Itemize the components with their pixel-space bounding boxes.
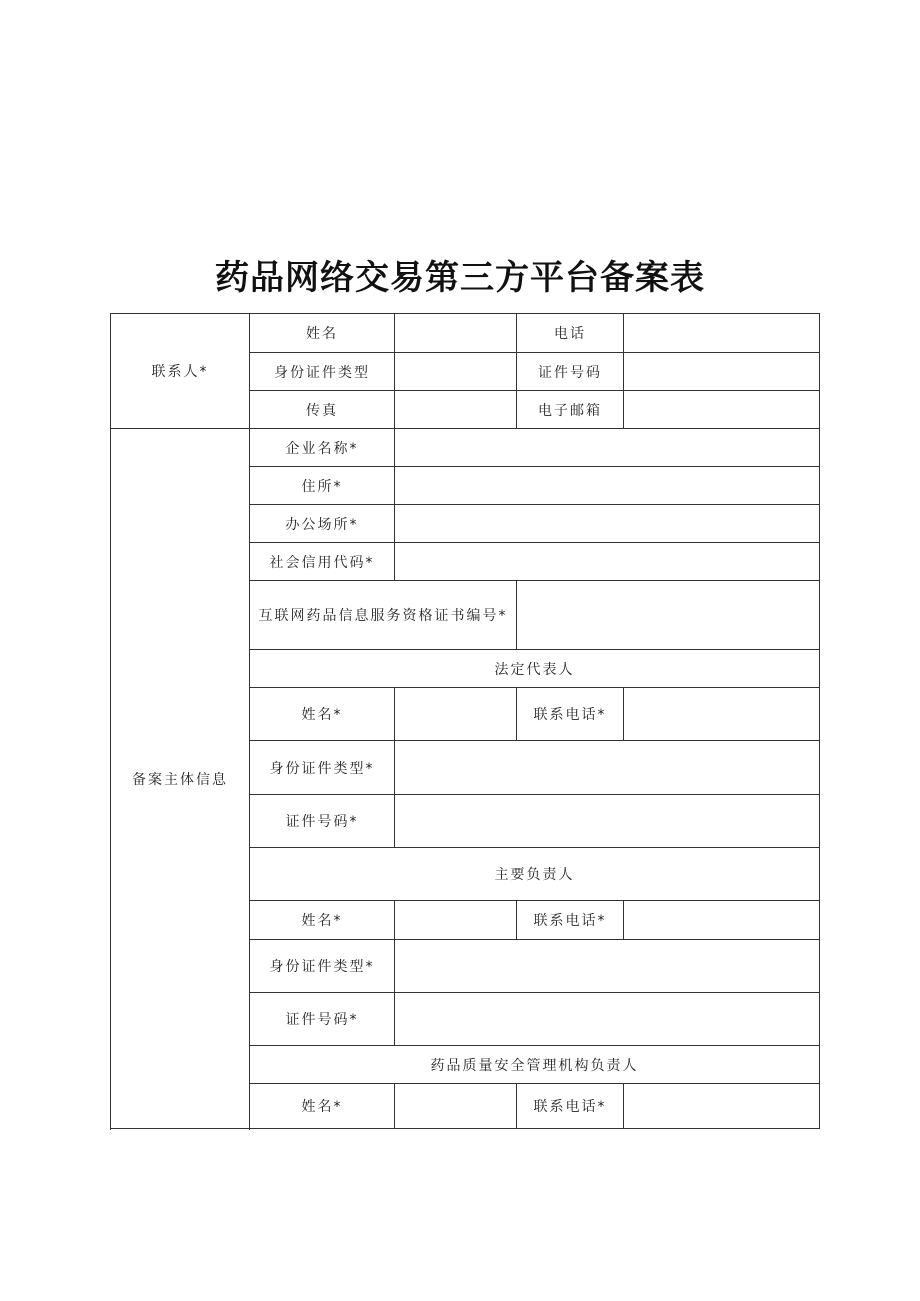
quality-manager-phone-field[interactable]: [624, 1084, 820, 1129]
quality-manager-name-field[interactable]: [395, 1084, 517, 1129]
company-name-label: 企业名称*: [250, 429, 395, 467]
company-name-field[interactable]: [395, 429, 820, 467]
entity-row-company: [111, 429, 820, 467]
quality-manager-phone-label: 联系电话*: [517, 1084, 624, 1129]
entity-section-label: 备案主体信息: [111, 429, 250, 1129]
contact-row-name: [111, 314, 820, 353]
principal-id-number-label: 证件号码*: [250, 993, 395, 1046]
legal-rep-id-number-label: 证件号码*: [250, 795, 395, 848]
contact-fax-label: 传真: [250, 391, 395, 429]
principal-phone-label: 联系电话*: [517, 901, 624, 940]
internet-cert-label: 互联网药品信息服务资格证书编号*: [250, 581, 517, 650]
legal-rep-id-type-field[interactable]: [395, 741, 820, 795]
office-field[interactable]: [395, 505, 820, 543]
contact-phone-label: 电话: [517, 314, 624, 353]
contact-id-number-label: 证件号码: [517, 353, 624, 391]
office-label: 办公场所*: [250, 505, 395, 543]
principal-phone-field[interactable]: [624, 901, 820, 940]
contact-name-label: 姓名: [250, 314, 395, 353]
credit-code-field[interactable]: [395, 543, 820, 581]
contact-id-number-field[interactable]: [624, 353, 820, 391]
legal-rep-phone-label: 联系电话*: [517, 688, 624, 741]
contact-name-field[interactable]: [395, 314, 517, 353]
quality-manager-header: 药品质量安全管理机构负责人: [250, 1046, 820, 1084]
principal-name-label: 姓名*: [250, 901, 395, 940]
legal-rep-id-type-label: 身份证件类型*: [250, 741, 395, 795]
legal-rep-name-field[interactable]: [395, 688, 517, 741]
contact-section-label: 联系人*: [111, 314, 250, 429]
quality-manager-name-label: 姓名*: [250, 1084, 395, 1129]
contact-fax-field[interactable]: [395, 391, 517, 429]
principal-id-type-label: 身份证件类型*: [250, 940, 395, 993]
principal-name-field[interactable]: [395, 901, 517, 940]
principal-header: 主要负责人: [250, 848, 820, 901]
principal-id-type-field[interactable]: [395, 940, 820, 993]
contact-email-label: 电子邮箱: [517, 391, 624, 429]
legal-rep-header: 法定代表人: [250, 650, 820, 688]
credit-code-label: 社会信用代码*: [250, 543, 395, 581]
legal-rep-name-label: 姓名*: [250, 688, 395, 741]
contact-email-field[interactable]: [624, 391, 820, 429]
contact-phone-field[interactable]: [624, 314, 820, 353]
contact-id-type-label: 身份证件类型: [250, 353, 395, 391]
internet-cert-field[interactable]: [517, 581, 820, 650]
contact-id-type-field[interactable]: [395, 353, 517, 391]
legal-rep-phone-field[interactable]: [624, 688, 820, 741]
principal-id-number-field[interactable]: [395, 993, 820, 1046]
domicile-field[interactable]: [395, 467, 820, 505]
domicile-label: 住所*: [250, 467, 395, 505]
legal-rep-id-number-field[interactable]: [395, 795, 820, 848]
filing-form-table: [110, 313, 820, 1129]
form-title: 药品网络交易第三方平台备案表: [215, 258, 705, 298]
